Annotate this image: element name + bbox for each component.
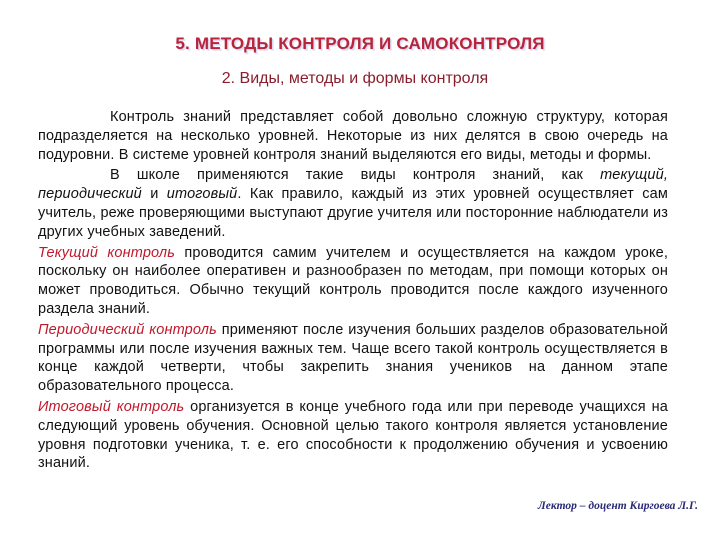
paragraph-control-types [38,166,668,241]
section-subtitle: 2. Виды, методы и формы контроля [221,70,489,87]
term-current-periodic: текущий, периодический [38,167,668,203]
term-periodic-control: Периодический контроль [38,321,217,338]
lecturer-signature: Лектор – доцент Киргоева Л.Г. [537,500,698,512]
paragraph-current-control [38,244,668,319]
current-control-text: проводится самим учителем и осуществляется на каждом уроке, поскольку он наиболее оперативен и разнообразен по методам, при помощи которых он может проводиться. Обычно текущий контроль проводится после каждого изученного раздела знаний. [38,244,669,317]
term-current-control: Текущий контроль [38,244,176,261]
control-types-rest: . Как правило, каждый из этих уровней осуществляет сам учитель, реже проверяющими выступают другие учителя или посторонние наблюдатели из других учебных заведений. [38,186,668,240]
final-control-text: организуется в конце учебного года или при переводе учащихся на следующий уровень обучения. Основной целью такого контроля является установление уровня подготовки ученика, т. е. его способности к продолжению обучения и усвоению знаний. [38,398,668,472]
paragraph-final-control [38,398,668,473]
term-final-control: Итоговый контроль [38,398,185,415]
paragraph-intro: Контроль знаний представляет собой довольно сложную структуру, которая подразделяется на несколько уровней. Некоторые из них делятся в свою очередь на подуровни. В системе уровней контроля знаний выделяются его виды, методы и формы. [38,109,668,163]
conjunction-and: и [141,186,167,203]
control-types-lead: В школе применяются такие виды контроля знаний, как [110,167,601,184]
paragraph-periodic-control [38,321,668,396]
page-title: 5. МЕТОДЫ КОНТРОЛЯ И САМОКОНТРОЛЯ [175,34,545,53]
term-final: итоговый [166,186,238,203]
periodic-control-text: применяют после изучения больших разделов образовательной программы или после изучения важных тем. Чаще всего такой контроль осуществляется в конце каждой четверти, чтобы закрепить знания учеников на данном этапе образовательного процесса. [38,321,668,395]
body-text [38,108,668,473]
